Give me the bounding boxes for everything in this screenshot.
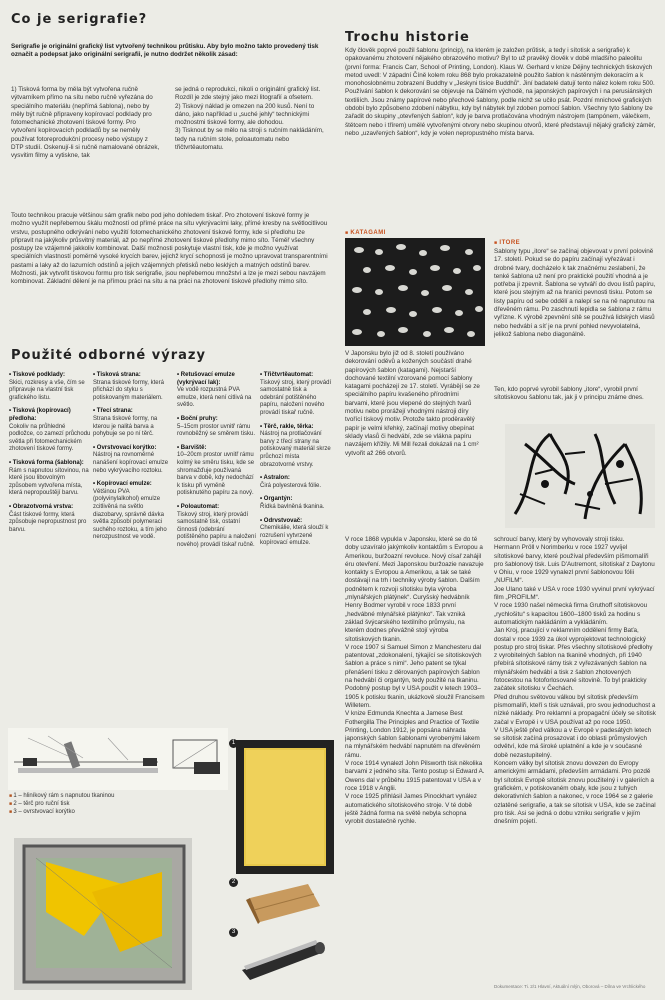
itore-label: ■ ITORE xyxy=(494,240,520,246)
term-title: • Retušovací emulze (vykrývací lak): xyxy=(177,372,257,387)
term-title: • Boční pruhy: xyxy=(177,416,257,424)
term-title: • Ovrstvovací korýtko: xyxy=(93,445,173,453)
term-title: • Kopírovací emulze: xyxy=(93,481,173,489)
term-definition: Tiskový stroj, který provádí samostatně tisk a odebrání potištěného papíru, naložení nového provádí tiskař ručně. xyxy=(260,379,332,416)
figure-badge-1: 1 xyxy=(229,739,238,748)
page-title-right: Trochu historie xyxy=(345,30,470,45)
term-entry xyxy=(93,408,173,438)
terms-column-1 xyxy=(9,372,91,540)
diagram-legend xyxy=(9,792,159,816)
katagami-label: ■ KATAGAMI xyxy=(345,230,386,236)
aluminum-frame-photo xyxy=(236,740,334,874)
term-title: • Organtýn: xyxy=(260,496,332,504)
principle-2-3: se jedná o reprodukci, nikoli o originální grafický list. Rozdíl je zde stejný jako mezi litografií a ofsetem. 2) Tiskový náklad je omezen na 200 kusů. Není to dáno, jako například u „suché jehly“ technickými možnostmi tiskové formy, ale dohodou. 3) Tisknout by se mělo na stroji s ručním nakládáním, tedy na ručním stole, poloautomatu nebo třičtvrtěautomatu. xyxy=(175,86,324,152)
term-entry xyxy=(9,460,91,498)
term-definition: Chemikálie, která slouží k rozrušení vytvrzené kopírovací emulze. xyxy=(260,525,329,547)
term-entry xyxy=(9,408,91,454)
term-title: • Odrvstvovač: xyxy=(260,518,332,526)
term-entry xyxy=(260,496,332,511)
term-entry xyxy=(260,424,332,470)
history-intro: Kdy člověk poprvé použil šablonu (princip), na kterém je založen průtisk, a tedy i sítotisk a serigrafie) k opakovanému zhotovení nějakého obrazového motivu? Byl to už pravěký člověk v době mladšího paleolitu (první forma: Francis Carr, School of Printing, London). Klaus W. Gerhard v knize Dějiny technických tiskových metod uvedl: V západní Číně kolem roku 868 bylo prokazatelně použito šablon k nástěnným dekoracím a k monohoslobnému zobrazení Buddhy v „Jeskyni tisíce Buddhů“. Jiní badatelé datují tento nález kolem roku 500. Používání šablon k dekorování se objevuje na Dálném východě, na japonských papírových i na perusiánských textiliích. Jsou známy papírové nebo přechové šablony, podle nichž se učilo psát. Pozdní mnichové grafických období bylo způsobeno zdobení nábytku, kdy byl nábytek byl zdoben pomocí šablon. Všechny tyto šablony lze zařadit do skupiny „otevřených šablon“, kdy je barva protlačována vhodným nástrojem (tampónem, válečkem, štětcem nebo i třírem) umělé vytvořenými otvory nebo skupinou otvorů, které představují nějaký grafický záměr, nebo „uzavřených šablon“, kdy je volen nepropustného místa barva. xyxy=(345,47,656,137)
term-definition: Skici, rozkresy a vše, čím se připravuje na vlastní tisk grafického listu. xyxy=(9,379,85,401)
term-title: • Tisková strana: xyxy=(93,372,173,380)
term-entry xyxy=(177,372,257,410)
terms-column-4 xyxy=(260,372,332,554)
katagami-text: V Japonsku bylo již od 8. století používáno dekorování oděvů a kožených součástí drahé papírových šablon (katagami). Nejstarší dochované textilní vzorované pomocí šablony katagami pocházejí ze 17. století. Vyrábějí se ze speciálního papíru kvašeného přírodními barvami, které jsou vlepené do stejných tvarů motivu nebo prorážejí vhodnými nástroji díry tvořící tiskový motiv. Protože takto proděravělý papír je velmi křehký, začínají motivy obepínat sklady vlasů či hedvábí, zde se vlákna papíru navzájem křížily. Mi Mill řezali dokázali na 1 cm² vytvořit až 266 otvorů. xyxy=(345,350,480,457)
term-definition: Řídká bavlněná tkanina. xyxy=(260,503,325,510)
page-title-left: Co je serigrafie? xyxy=(11,12,148,27)
terms-column-3 xyxy=(177,372,257,555)
term-entry xyxy=(9,504,91,534)
term-title: • Tiskové podklady: xyxy=(9,372,91,380)
screen-frame-photo xyxy=(12,832,198,994)
terms-title: Použité odborné výrazy xyxy=(11,348,206,363)
term-entry xyxy=(260,372,332,418)
term-definition: Část tiskové formy, která způsobuje nepropustnost pro barvu. xyxy=(9,511,87,533)
term-entry xyxy=(93,481,173,542)
term-definition: Většinou PVA (polyvinylalkohol) emulze zcitlivěná na světlo diazobarvy, správně dávka světla způsobí polymeraci suchého roztoku, a tím jeho nerozpustnost ve vodě. xyxy=(93,488,167,541)
term-definition: Rám s napnutou sítovinou, na které jsou libovolným způsobem vytvořena místa, která nepropouštějí barvu. xyxy=(9,467,89,497)
term-entry xyxy=(260,518,332,548)
term-definition: 5–15cm prostor uvnitř rámu rovnoběžný se směrem tisku. xyxy=(177,423,256,438)
term-title: • Třecí strana: xyxy=(93,408,173,416)
legend-item: ■ 1 – hliníkový rám s napnutou tkaninou xyxy=(9,792,159,800)
coating-trough-photo xyxy=(238,930,330,988)
term-title: • Třičtvrtěautomat: xyxy=(260,372,332,380)
history-modern: schroucí barvy, který by vyhovovaly stroji tisku. Hermann Pröll v Norimberku v roce 1927 vyvíjel sítotiskové barvy, které používal především píšmomalíři pro šablonový tisk. Luis D'Autremont, sítotiskař z Daytonu v Ohiu, v roce 1929 vynalezl první šablonovou fólii „NUFILM“. Joe Ulano také v USA v roce 1930 vyvinul první vykrývací film „PROFILM“. V roce 1930 našel německá firma Gruthoff sítotiskovou „rychlošitu“ s kapacitou 1600–1800 tisků za hodinu s automatickým nakládáním a vykládáním. Jan Kroj, pracující v reklamním oddělení firmy Baťa, dostal v roce 1939 za úkol vyprojektovat technologický postup pro stroj tiskar. Přes všechny sítotiskové předlohy z vyrobitelných šablon na tkanině vhodných, při 1940 přebírá sítotiskové rámy tisk z vyřezávaných šablon na mlynářském hedvábí a tisk z šablon zhotovených fotocestou na fotoforlosované sítovině. To byl prakticky začátek sítotisku v Čechách. Před druhou světovou válkou byl sítotisk především písmomalíři, kteří s tisk uznávali, pro svou jednoduchost a nízké náklady. Pro reklamní a propagační účely se sítotisk začal v Evropě i v USA používat až po roce 1950. V USA ještě před válkou a v Evropě v padesátých letech se sítotisk začíná prosazovat i do oblasti průmyslových odvětví, kde má široké uplatnění a kde je v současné době nezastupitelný. Koncem války byl sítotisk znovu dovezen do Evropy americkými armádami, především armádami. Pro pozdě byl sítotisk Evropě sítotisk znovu použitelný i v galeriích a grafickém, v potiskovaném obaly, kde jsou z tuhých dekorativních šablon a nakonec, v roce 1964 se z galerie ozlatěné serigrafie, a tak se sítotisk v USA, kde se začínal pro tisk. Asi se jedná o dobu vzniku serigrafie v jejím dnešním pojetí. xyxy=(494,536,656,826)
legend-item: ■ 2 – těrč pro ruční tisk xyxy=(9,800,159,808)
katagami-stencil-photo xyxy=(345,238,485,346)
history-continued: V roce 1868 vypukla v Japonsku, které se do té doby uzavíralo jakýmkoliv kontaktům s Evropou a Amerikou, buržoazní revoluce. Nový císař zahájil éru otevření. Mezi Japonskou buržoazie navazuje kontakty s Evropou a Amerikou, a tak se také dostávají na trh i techniky výroby šablon. Dalším podnětem k rozvoji sítotisku byla výroba „mlynářských plátýnek“. Curyšský hedvábník Henry Bodmer vyrobil v roce 1833 první „hedvábné mlynářské plátýnko“. Tak vzniká základ švýcarského textilního průmyslu, na kterém dodnes převážně stojí výroba sítotiskových tkanin. V roce 1907 si Samuel Simon z Manchesteru dal patentovat „zdokonalení, týkající se sítotiskových šablon a práce s nimi“. Jeho patent se týkal přenášení tisku z děrovaných papírových šablon na hedvábí či organtýn, tedy použité na tkaninu. Podobný postup byl v USA použit v letech 1903–1905 k potisku tkanin, ukázkově sloužil Francisem Willetem. V knize Edmunda Knechta a Jamese Best Fothergilla The Principles and Practice of Textile Printing, London 1912, je popsána náhrada japonských šablon šablonami vyrobenými lakem na mlynářském hedvábí napnutém na dřevěném rámu. V roce 1914 vynalezl John Pilsworth tisk několika barvami z jedného síta. Tento postup si Edward A. Owens dal v průběhu 1915 patentovat v USA a v roce 1918 v Anglii. V roce 1925 přihlásil James Pinockhart vynález automatického sítotiskového stroje. V té době ještě žádná forma na světě nebyla schopna vyrobit dostatečně rychle. xyxy=(345,536,485,826)
term-entry xyxy=(177,504,257,550)
terms-column-2 xyxy=(93,372,173,548)
term-entry xyxy=(93,372,173,402)
term-title: • Tisková forma (šablona): xyxy=(9,460,91,468)
term-definition: 10–20cm prostor uvnitř rámu kolmý ke směru tisku, kde se shromažďuje používaná barva v době, kdy nedochází k tisku při vyměně potisknutého papíru za nový. xyxy=(177,452,255,497)
itore-text: Šablony typu „itore“ se začínaj objevovat v první polovině 17. století. Pokud se do papíru začínají vyřezávat i drobné tvary, docházelo k tak značnému zeslabení, že tenké šablona už není pro praktické použití vhodná a je potřeba ji zpevnit. Šablona se vytváří do dvou listů papíru, které jsou stejným až na hranici pevnosti tisku. Potom se listy papíru od sebe oddělí a nalepí se na ně napnutou na dřevěném rámu. Po zaschnutí lepidla se šablona z rámu vyřízne. K výrobě zpevnění sítě se používá lidských vlasů nebo hedvábí a síť je na první pohled nevyvolatelná, jelikož šablona nebo diagonálně. xyxy=(494,248,656,338)
term-definition: Čirá polyesterová fólie. xyxy=(260,482,322,489)
intro-paragraph: Serigrafie je originální grafický list vytvořený technikou průtisku. Aby bylo možno takto provedený tisk označit a podepsat jako originální serigrafii, je nutno dodržet několik zásad: xyxy=(11,43,319,59)
term-title: • Obrazotvorná vrstva: xyxy=(9,504,91,512)
itore-stencil-photo xyxy=(505,424,655,528)
term-entry xyxy=(93,445,173,475)
term-title: • Poloautomat: xyxy=(177,504,257,512)
term-entry xyxy=(9,372,91,402)
term-entry xyxy=(177,416,257,439)
term-definition: Strana tiskové formy, která přichází do styku s potiskovaným materiálem. xyxy=(93,379,164,401)
body-text: Touto technikou pracuje většinou sám grafik nebo pod jeho dohledem tiskař. Pro zhotovení tiskové formy je možno využít nepřebernou škálu možností od přímé práce na sítu vykrývacími laky, přímé kresby na světlocitlivou vrstvu, postupného odkrývání nebo využití fotomechanického zhotovení tiskové formy, kde si předlohu lze připravit na jakýkoliv průsvitný materiál, až po nepřímé zhotovení tiskové předlohy mimo síto. Téměř všechny postupy lze vzájemně jakkoliv kombinovat. Další možnosti poskytuje vlastní tisk, kde je možno využívat speciálních vlastností poměrně vysoké krycích barev, jejichž krycí schopnosti je možno upravovat transparentními pastami a laky až do lazurních odstínů a jejich vzájemných přetisků nebo lesklých a matných odstínů barev. Možnosti, jak vytvořit tiskovou formu pro tisk serigrafie, jsou nepřebernou množství a lze je mezi sebou navzájem kombinovat. Základní dělení je na přímou práci na sítu a na práci na zhotovení tiskové předlohy mimo síto. xyxy=(11,212,328,286)
figure-badge-3: 3 xyxy=(229,928,238,937)
term-title: • Těrč, rakle, těrka: xyxy=(260,424,332,432)
figure-badge-2: 2 xyxy=(229,878,238,887)
footer-note: Dokumentace: Ti. 2/1 Hlavní, Aktuální mlýn, Oborová – Dílna ve Vrchlického xyxy=(494,984,646,989)
term-definition: Ve vodě rozpustná PVA emulze, která není citlivá na světlo. xyxy=(177,387,252,409)
itore-summary: Ten, kdo poprvé vyrobil šablony „itore“, vyrobil první sítotiskovou šablonu tak, jak ji v principu známe dnes. xyxy=(494,386,644,402)
screen-printing-diagram xyxy=(8,728,228,790)
term-definition: Strana tiskové formy, na kterou je nalitá barva a pohybuje se po ní těrč. xyxy=(93,415,158,438)
term-title: • Tisková (kopírovací) předloha: xyxy=(9,408,91,423)
term-title: • Barviště: xyxy=(177,445,257,453)
term-definition: Tiskový stroj, který provádí samostatně tisk, ostatní činnosti (odebrání potištěného papíru a naložení nového) provádí tiskař ručně. xyxy=(177,511,257,548)
legend-item: ■ 3 – ovrstvovací korýtko xyxy=(9,808,159,816)
term-definition: Nástroj na protlačování barvy z třecí strany na potiskovaný materiál skrze průchozí místa obrazotvorné vrstvy. xyxy=(260,431,331,468)
squeegee-photo xyxy=(244,880,324,926)
principle-1: 1) Tisková forma by měla být vytvořena ručně výtvarníkem přímo na sítu nebo ručně vyřezána do speciálního materiálu (nepřímá šablona), nebo by měly být ručně připraveny kopírovací podklady pro fotomechanické zhotovení tiskové formy. Pro vytvoření kopírovacích podkladů by se neměly používat fotoreprodukční procesy nebo výstupy z DTP studií. Oskenují-li si ručně namalované obrázek, vysvitim filmy a vytiskne, tak xyxy=(11,86,160,160)
term-definition: Cokoliv na průhledné podložce, co zamezí průchodu světla při fotomechanickém zhotovení tiskové formy. xyxy=(9,423,91,453)
term-entry xyxy=(177,445,257,498)
term-definition: Nástroj na rovnoměrné nanášení kopírovací emulze nebo vykrývacího roztoku. xyxy=(93,452,169,474)
term-title: • Astralon: xyxy=(260,475,332,483)
term-entry xyxy=(260,475,332,490)
